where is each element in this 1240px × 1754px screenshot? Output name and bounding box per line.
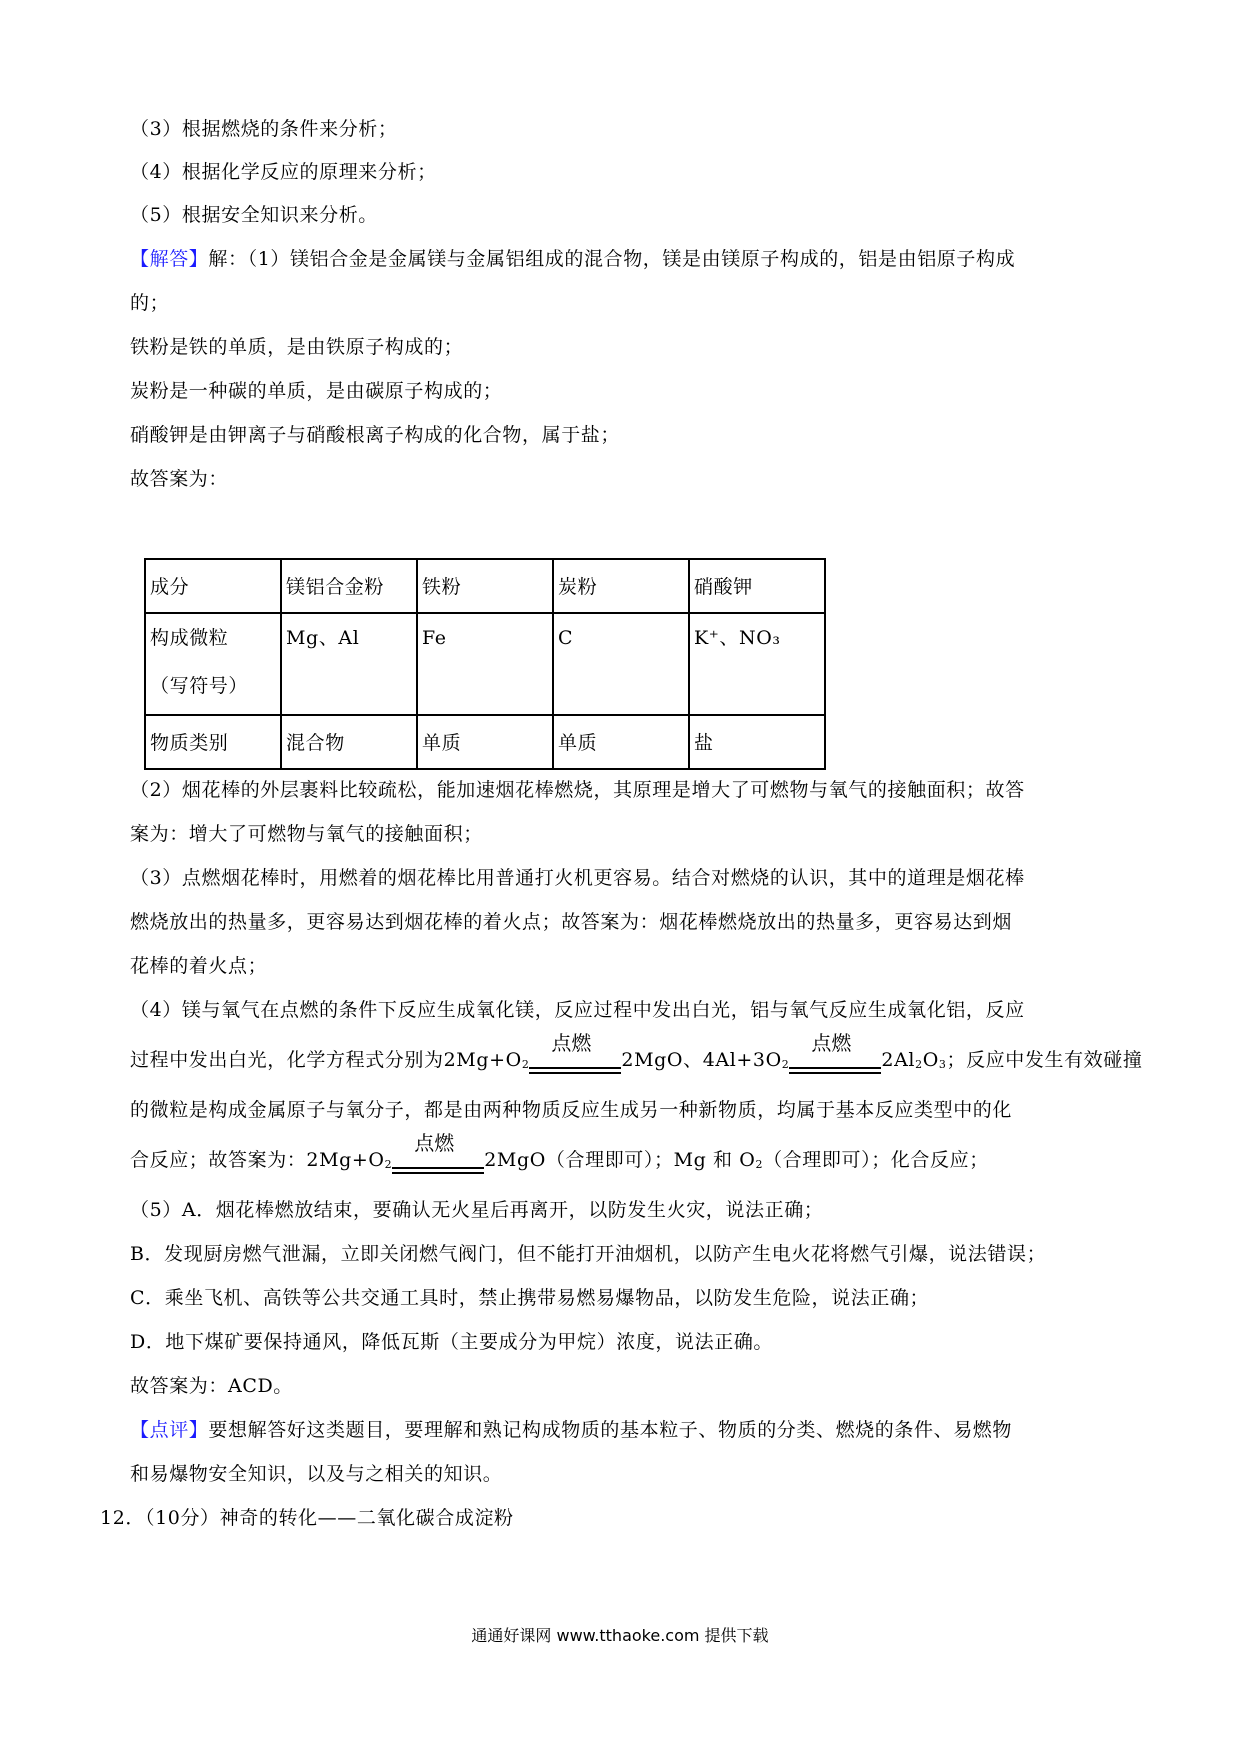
reaction-condition: 点燃 [551, 1031, 592, 1055]
part5-line: D．地下煤矿要保持通风，降低瓦斯（主要成分为甲烷）浓度，说法正确。 [130, 1331, 774, 1353]
part4-text: （合理即可）；化合反应； [763, 1149, 989, 1171]
part4-text: 过程中发出白光，化学方程式分别为 [130, 1049, 444, 1071]
solution-intro [130, 247, 1015, 271]
table-cell: K⁺、NO₃ [689, 613, 825, 715]
solution-line: 铁粉是铁的单质，是由铁原子构成的； [130, 336, 464, 358]
row-sublabel: （写符号） [150, 675, 249, 697]
table-row [145, 559, 825, 613]
subscript: 2 [781, 1058, 790, 1071]
equation-1: $2Mg+O_2$ 点燃 2MgO、$4Al+3O_2$ 点燃 $2Al_2O_3$ [444, 1049, 947, 1071]
answer-table [144, 558, 826, 770]
table-cell: 盐 [689, 715, 825, 769]
comment-label: 【点评】 [130, 1419, 209, 1441]
table-cell: 硝酸钾 [689, 559, 825, 613]
answer-lead: 故答案为： [130, 468, 229, 490]
table-cell: 镁铝合金粉 [281, 559, 417, 613]
part3-line: 燃烧放出的热量多，更容易达到烟花棒的着火点；故答案为：烟花棒燃烧放出的热量多，更容易达到烟 [130, 911, 1013, 933]
analysis-point-3: （3）根据燃烧的条件来分析； [130, 118, 398, 140]
part4-answer-line: 合反应；故答案为：$2Mg+O_2$ 点燃 2MgO（合理即可）；Mg 和 $O_2$（合理即可）；化合反应； [130, 1148, 989, 1177]
table-cell: 单质 [417, 715, 553, 769]
eq-product: 2Al [881, 1049, 916, 1071]
table-cell: C [553, 613, 689, 715]
comment-line: 和易爆物安全知识，以及与之相关的知识。 [130, 1463, 503, 1485]
table-row [145, 613, 825, 715]
analysis-point-4: （4）根据化学反应的原理来分析； [130, 161, 437, 183]
table-cell: Mg、Al [281, 613, 417, 715]
reaction-arrow [529, 1031, 621, 1077]
reaction-arrow [789, 1031, 881, 1077]
part5-line: （5）A．烟花棒燃放结束，要确认无火星后再离开，以防发生火灾，说法正确； [130, 1199, 824, 1221]
part4-line: （4）镁与氧气在点燃的条件下反应生成氧化镁，反应过程中发出白光，铝与氧气反应生成氧化铝，反应 [130, 999, 1025, 1021]
reaction-arrow [392, 1131, 484, 1177]
part4-text: 2MgO（合理即可）；Mg 和 O [484, 1149, 756, 1171]
part4-line: 的微粒是构成金属原子与氧分子，都是由两种物质反应生成另一种新物质，均属于基本反应类型中的化 [130, 1099, 1013, 1121]
part2-line: （2）烟花棒的外层裹料比较疏松，能加速烟花棒燃烧，其原理是增大了可燃物与氧气的接触面积；故答 [130, 779, 1025, 801]
table-cell: 成分 [145, 559, 281, 613]
part3-line: 花棒的着火点； [130, 955, 268, 977]
part5-answer: 故答案为：ACD。 [130, 1375, 293, 1397]
solution-intro-cont: 的； [130, 292, 170, 314]
eq-product: 2MgO、4Al+3O [621, 1049, 782, 1071]
part4-text: 合反应；故答案为：2Mg+O [130, 1149, 385, 1171]
analysis-point-5: （5）根据安全知识来分析。 [130, 204, 378, 226]
row-label: 构成微粒 [150, 627, 229, 649]
table-cell: 单质 [553, 715, 689, 769]
table-cell [145, 613, 281, 715]
part4-text: ；反应中发生有效碰撞 [946, 1049, 1143, 1071]
next-question-title: 12．（10分）神奇的转化——二氧化碳合成淀粉 [100, 1507, 514, 1529]
subscript: 2 [521, 1058, 530, 1071]
table-cell: 物质类别 [145, 715, 281, 769]
solution-line: 硝酸钾是由钾离子与硝酸根离子构成的化合物，属于盐； [130, 424, 621, 446]
solution-line: 炭粉是一种碳的单质，是由碳原子构成的； [130, 380, 503, 402]
table-row [145, 715, 825, 769]
solution-intro-text: 解：（1）镁铝合金是金属镁与金属铝组成的混合物，镁是由镁原子构成的，铝是由铝原子构成 [208, 248, 1016, 270]
part4-equation-line [130, 1031, 1143, 1077]
reaction-condition: 点燃 [414, 1131, 455, 1155]
part5-line: B．发现厨房燃气泄漏，立即关闭燃气阀门，但不能打开油烟机，以防产生电火花将燃气引爆，说法错误； [130, 1243, 1047, 1265]
reaction-condition: 点燃 [811, 1031, 852, 1055]
table-cell: 铁粉 [417, 559, 553, 613]
comment-line [130, 1418, 1012, 1442]
footer-watermark: 通通好课网 www.tthaoke.com 提供下载 [471, 1626, 769, 1645]
eq-reactant: 2Mg+O [443, 1049, 522, 1071]
table-cell: Fe [417, 613, 553, 715]
part3-line: （3）点燃烟花棒时，用燃着的烟花棒比用普通打火机更容易。结合对燃烧的认识，其中的道理是烟花棒 [130, 867, 1025, 889]
comment-text: 要想解答好这类题目，要理解和熟记构成物质的基本粒子、物质的分类、燃烧的条件、易燃物 [208, 1419, 1013, 1441]
table-cell: 混合物 [281, 715, 417, 769]
table-cell: 炭粉 [553, 559, 689, 613]
part5-line: C．乘坐飞机、高铁等公共交通工具时，禁止携带易燃易爆物品，以防发生危险，说法正确； [130, 1287, 930, 1309]
part2-line: 案为：增大了可燃物与氧气的接触面积； [130, 823, 483, 845]
solution-label: 【解答】 [130, 248, 209, 270]
